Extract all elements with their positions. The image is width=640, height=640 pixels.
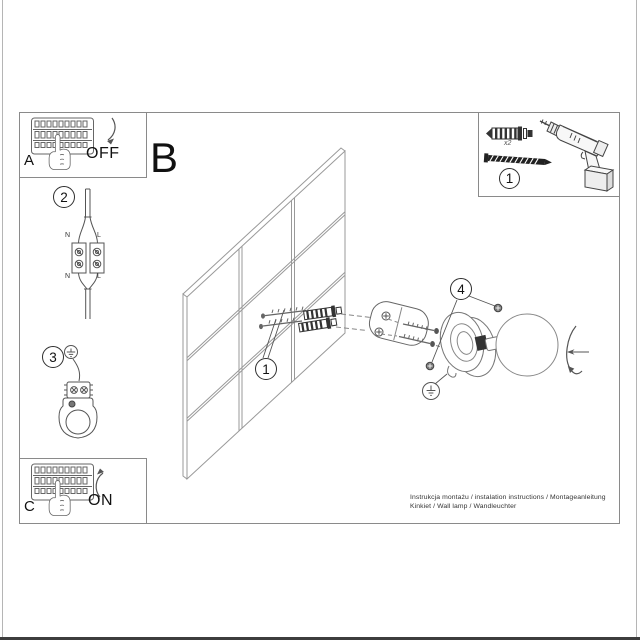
ground-symbol-icon	[423, 374, 448, 400]
earth-wire	[73, 359, 80, 381]
callout-step-2: 2	[53, 186, 75, 208]
wire-label-n-bottom: N	[65, 273, 71, 280]
twist-arrow-icon	[567, 326, 589, 374]
wire-label-n-top: N	[65, 232, 71, 239]
earth-screw-icon	[65, 346, 78, 359]
section-b-label: B	[150, 134, 179, 181]
footer-product-line: Kinkiet / Wall lamp / Wandleuchter	[410, 503, 517, 510]
anchor-quantity-label: x2	[504, 140, 512, 147]
off-label: OFF	[86, 145, 120, 162]
section-c-label: C	[24, 498, 35, 515]
callout-step-3: 3	[42, 346, 64, 368]
wire-label-l-top: L	[97, 232, 101, 239]
terminal-screw-icon	[75, 248, 101, 268]
bracket-assembly	[59, 346, 97, 439]
arrow-down-icon	[107, 118, 115, 145]
callout-step-4: 4	[450, 278, 472, 300]
callout-step-1-tools: 1	[499, 168, 520, 189]
wire-label-l-bottom: L	[97, 273, 101, 280]
footer-title-line: Instrukcja montażu / instalation instructions / Montageanleitung	[410, 494, 606, 501]
fuse-box-icon	[32, 118, 94, 154]
section-a-label: A	[24, 152, 35, 169]
screw-icon	[484, 153, 552, 167]
on-label: ON	[88, 492, 113, 509]
wall-anchor-icon	[486, 127, 533, 141]
glass-ball	[496, 314, 558, 376]
mounting-plate-icon	[59, 398, 97, 438]
wiring-diagram	[72, 189, 104, 319]
callout-step-1-wall: 1	[255, 358, 277, 380]
drill-icon	[540, 120, 613, 192]
terminal-block-icon	[64, 382, 93, 398]
fuse-box-icon	[32, 464, 94, 500]
